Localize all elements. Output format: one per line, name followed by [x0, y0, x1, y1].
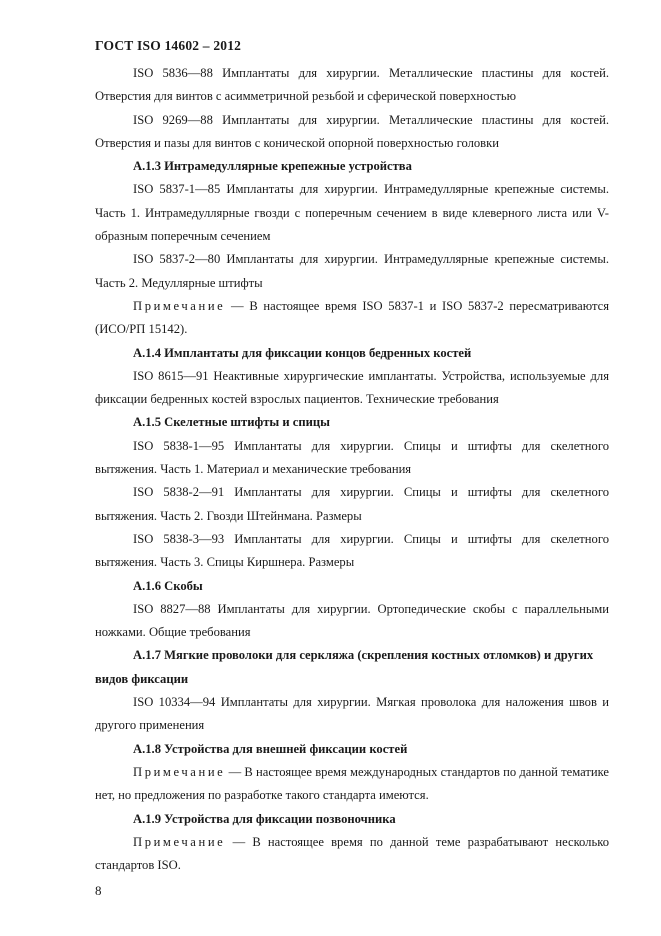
section-heading: А.1.9 Устройства для фиксации позвоночника — [133, 811, 396, 826]
note-text: — В настоящее время по данной теме разрабатывают несколько стандартов ISO. — [95, 834, 609, 873]
standard-reference: ISO 10334—94 Имплантаты для хирургии. Мягкая проволока для наложения швов и другого применения — [95, 695, 609, 733]
standard-reference: ISO 8615—91 Неактивные хирургические имплантаты. Устройства, используемые для фиксации бедренных костей взрослых пациентов. Технические требования — [95, 368, 609, 407]
note-paragraph — [95, 761, 609, 808]
standard-reference: ISO 5838-1—95 Имплантаты для хирургии. Спицы и штифты для скелетного вытяжения. Часть 1. Материал и механические требования — [95, 438, 609, 477]
note-label: Примечание — [133, 834, 226, 849]
section-heading: А.1.5 Скелетные штифты и спицы — [133, 415, 330, 430]
note-paragraph — [95, 831, 609, 878]
note-label: Примечание — [133, 298, 226, 313]
section-heading: А.1.7 Мягкие проволоки для серкляжа (скрепления костных отломков) и других видов фиксации — [95, 648, 594, 686]
document-body — [95, 62, 609, 877]
page-number: 8 — [95, 883, 102, 898]
standard-reference: ISO 8827—88 Имплантаты для хирургии. Ортопедические скобы с параллельными ножками. Общие требования — [95, 601, 609, 640]
section-heading: А.1.4 Имплантаты для фиксации концов бедренных костей — [133, 345, 472, 360]
section-heading: А.1.6 Скобы — [133, 578, 203, 593]
standard-reference: ISO 5838-3—93 Имплантаты для хирургии. Спицы и штифты для скелетного вытяжения. Часть 3. Спицы Киршнера. Размеры — [95, 531, 609, 570]
note-label: Примечание — [133, 764, 226, 779]
note-text: — В настоящее время международных стандартов по данной тематике нет, но предложения по разработке такого стандарта имеются. — [95, 764, 609, 803]
note-paragraph — [95, 295, 609, 342]
standard-reference: ISO 5837-2—80 Имплантаты для хирургии. Интрамедуллярные крепежные системы. Часть 2. Медуллярные штифты — [95, 252, 609, 290]
document-header: ГОСТ ISO 14602 – 2012 — [95, 38, 242, 53]
section-heading: А.1.8 Устройства для внешней фиксации костей — [133, 741, 408, 756]
standard-reference: ISO 5837-1—85 Имплантаты для хирургии. Интрамедуллярные крепежные системы. Часть 1. Интрамедуллярные гвозди с поперечным сечением в виде клеверного листа или V-образным поперечным сечением — [95, 182, 609, 244]
section-heading: А.1.3 Интрамедуллярные крепежные устройства — [133, 159, 412, 174]
note-text: — В настоящее время ISO 5837-1 и ISO 5837-2 пересматриваются (ИСО/РП 15142). — [95, 298, 609, 337]
standard-reference: ISO 5838-2—91 Имплантаты для хирургии. Спицы и штифты для скелетного вытяжения. Часть 2. Гвозди Штейнмана. Размеры — [95, 485, 609, 523]
standard-reference: ISO 9269—88 Имплантаты для хирургии. Металлические пластины для костей. Отверстия и пазы для винтов с конической опорной поверхностью головки — [95, 112, 609, 150]
standard-reference: ISO 5836—88 Имплантаты для хирургии. Металлические пластины для костей. Отверстия для винтов с асимметричной резьбой и сферической поверхностью — [95, 66, 609, 104]
